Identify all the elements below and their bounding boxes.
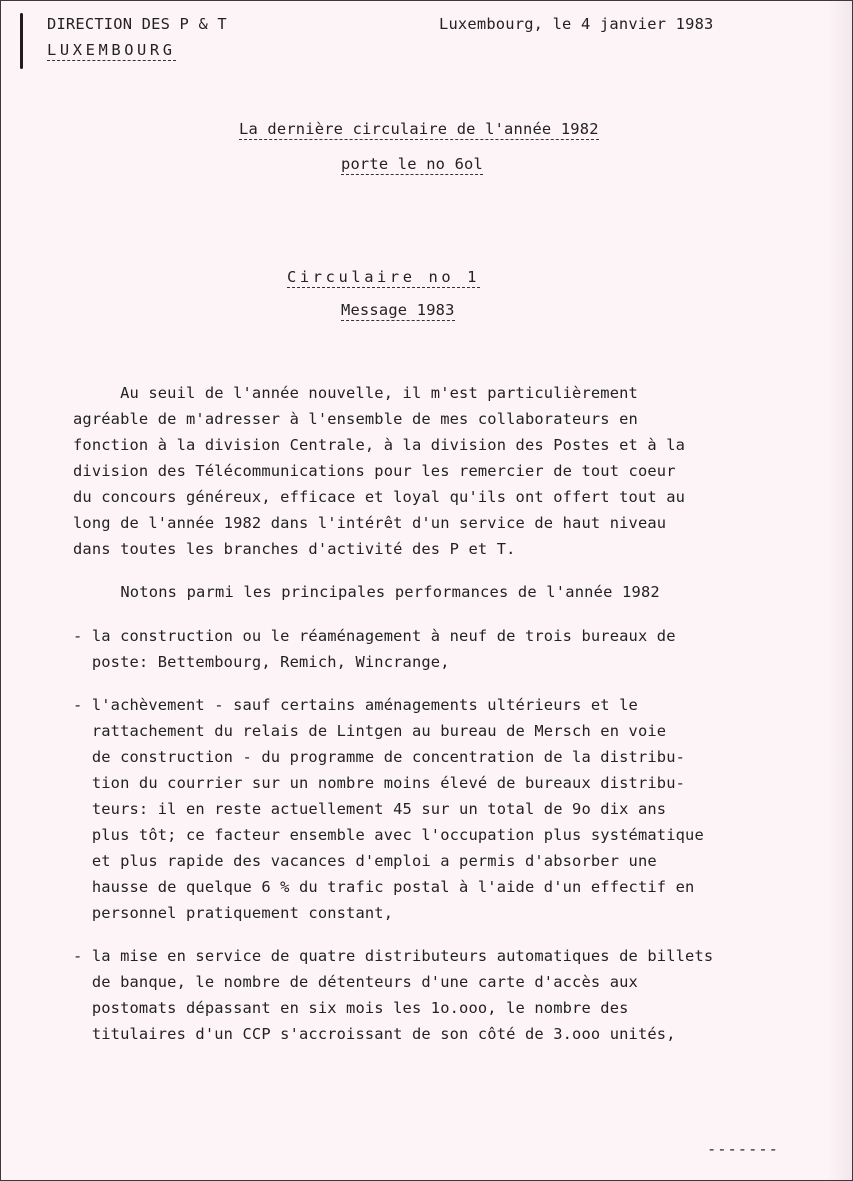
paragraph-line: Au seuil de l'année nouvelle, il m'est particulièrement [73, 384, 638, 402]
circular-title-text: Circulaire no 1 [287, 268, 480, 286]
organization-name: DIRECTION DES P & T [47, 15, 227, 33]
notice-line-1-text: La dernière circulaire de l'année 1982 [239, 120, 599, 138]
paragraph-line: agréable de m'adresser à l'ensemble de mes collaborateurs en [73, 410, 638, 428]
list-item-line: - l'achèvement - sauf certains aménagements ultérieurs et le [73, 696, 638, 714]
list-item-line: personnel pratiquement constant, [73, 904, 394, 922]
paragraph-line: dans toutes les branches d'activité des P et T. [73, 540, 516, 558]
list-item-line: tion du courrier sur un nombre moins élevé de bureaux distribu- [73, 774, 686, 792]
list-item-line: - la mise en service de quatre distributeurs automatiques de billets [73, 947, 714, 965]
list-item-line: postomats dépassant en six mois les 1o.ooo, le nombre des [73, 999, 629, 1017]
list-item-line: hausse de quelque 6 % du trafic postal à l'aide d'un effectif en [73, 878, 695, 896]
performances-intro: Notons parmi les principales performances de l'année 1982 [73, 583, 660, 601]
list-item-line: titulaires d'un CCP s'accroissant de son côté de 3.ooo unités, [73, 1025, 676, 1043]
list-item-line: et plus rapide des vacances d'emploi a permis d'absorber une [73, 852, 657, 870]
circular-subtitle-text: Message 1983 [341, 301, 455, 319]
circular-title [287, 268, 480, 286]
circular-subtitle [341, 301, 455, 319]
paragraph-line: division des Télécommunications pour les remercier de tout coeur [73, 462, 676, 480]
organization-city [47, 41, 176, 59]
staple-mark [20, 13, 23, 69]
list-item-line: de construction - du programme de concentration de la distribu- [73, 748, 686, 766]
list-item-line: plus tôt; ce facteur ensemble avec l'occupation plus systématique [73, 826, 704, 844]
place-and-date: Luxembourg, le 4 janvier 1983 [439, 15, 714, 33]
list-item-line: - la construction ou le réaménagement à neuf de trois bureaux de [73, 627, 676, 645]
list-item-line: poste: Bettembourg, Remich, Wincrange, [73, 653, 450, 671]
notice-line-2 [341, 155, 483, 173]
notice-line-1 [239, 120, 599, 138]
paragraph-line: fonction à la division Centrale, à la division des Postes et à la [73, 436, 686, 454]
list-item-line: rattachement du relais de Lintgen au bureau de Mersch en voie [73, 722, 667, 740]
paragraph-line: long de l'année 1982 dans l'intérêt d'un service de haut niveau [73, 514, 667, 532]
list-item-line: teurs: il en reste actuellement 45 sur un total de 9o dix ans [73, 800, 667, 818]
list-item-line: de banque, le nombre de détenteurs d'une carte d'accès aux [73, 973, 638, 991]
continuation-mark: ------- [707, 1140, 779, 1158]
paragraph-line: du concours généreux, efficace et loyal qu'ils ont offert tout au [73, 488, 686, 506]
notice-line-2-text: porte le no 6ol [341, 155, 483, 173]
organization-city-text: LUXEMBOURG [47, 41, 176, 59]
